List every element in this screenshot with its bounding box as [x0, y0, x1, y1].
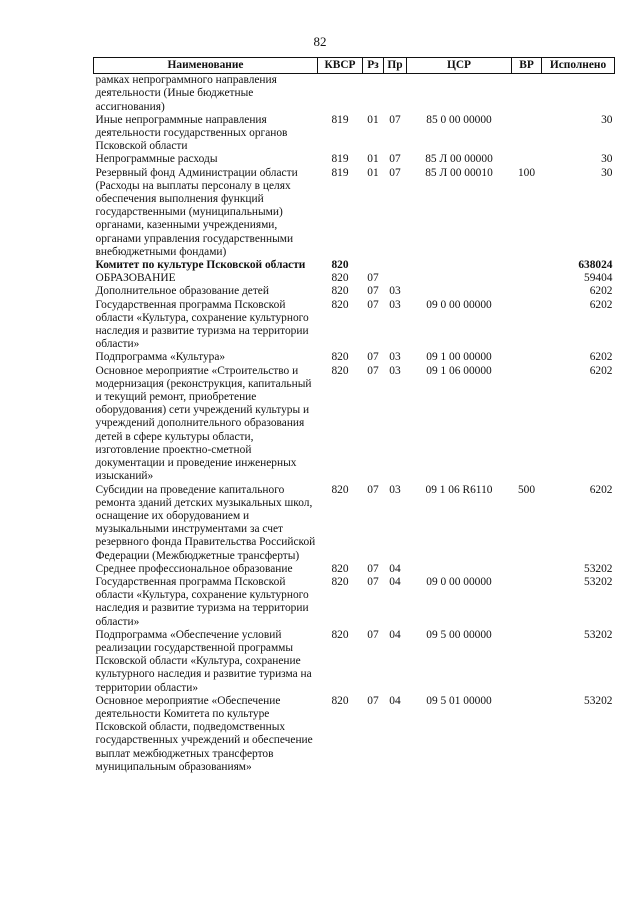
table-row — [94, 576, 615, 629]
row-amount: 53202 — [584, 628, 613, 641]
row-vr — [512, 272, 542, 285]
row-name: Непрограммные расходы — [95, 153, 218, 166]
row-kvsr: 820 — [331, 483, 349, 496]
row-name: Основное мероприятие «Строительство и модернизация (реконструкция, капитальный и текущий ремонт, приобретение оборудования) сети учреждений культуры и учреждений дополнительного образования детей в сфере культуры области, изготовление проектно-сметной документации и проведение инженерных изысканий» — [95, 364, 312, 483]
row-amount: 30 — [601, 153, 613, 166]
row-csr: 85 0 00 00000 — [426, 113, 492, 126]
row-csr: 09 0 00 00000 — [426, 575, 492, 588]
table-row — [94, 695, 615, 774]
row-rz: 01 — [367, 153, 379, 166]
column-header-amount: Исполнено — [542, 58, 615, 74]
row-kvsr: 820 — [331, 298, 349, 311]
row-vr: 100 — [517, 166, 536, 179]
row-pr: 07 — [389, 113, 401, 126]
row-rz: 01 — [367, 166, 379, 179]
row-amount: 30 — [601, 113, 613, 126]
row-pr: 03 — [389, 483, 401, 496]
row-rz: 07 — [367, 562, 379, 575]
table-row — [94, 484, 615, 563]
row-pr: 04 — [389, 562, 401, 575]
table-row — [94, 167, 615, 259]
row-name: ОБРАЗОВАНИЕ — [95, 272, 176, 285]
table-row — [94, 629, 615, 695]
row-pr — [384, 259, 407, 272]
row-kvsr: 820 — [331, 259, 349, 272]
row-kvsr: 820 — [331, 575, 349, 588]
row-rz: 07 — [367, 364, 379, 377]
column-header-name: Наименование — [94, 58, 318, 74]
row-amount: 638024 — [578, 259, 613, 272]
row-name: Государственная программа Псковской области «Культура, сохранение культурного наследия и развитие туризма на территории области» — [95, 575, 309, 628]
row-vr — [512, 365, 542, 484]
row-pr — [384, 74, 407, 114]
row-kvsr: 819 — [331, 166, 349, 179]
row-amount: 6202 — [589, 364, 613, 377]
table-row — [94, 272, 615, 285]
row-name: Иные непрограммные направления деятельности государственных органов Псковской области — [95, 113, 288, 153]
row-amount — [542, 74, 615, 114]
row-csr — [407, 272, 512, 285]
row-amount: 59404 — [584, 272, 613, 285]
row-vr — [512, 563, 542, 576]
row-csr: 09 5 00 00000 — [426, 628, 492, 641]
row-vr — [512, 285, 542, 298]
row-pr: 03 — [389, 351, 401, 364]
row-pr — [384, 272, 407, 285]
row-pr: 07 — [389, 153, 401, 166]
row-rz — [363, 259, 384, 272]
row-amount: 6202 — [589, 285, 613, 298]
table-row — [94, 153, 615, 166]
row-kvsr: 820 — [331, 562, 349, 575]
table-row — [94, 285, 615, 298]
table-body — [94, 74, 615, 774]
row-pr: 03 — [389, 298, 401, 311]
row-rz: 07 — [367, 628, 379, 641]
row-pr: 04 — [389, 694, 401, 707]
table-row — [94, 74, 615, 114]
row-name: Государственная программа Псковской области «Культура, сохранение культурного наследия и развитие туризма на территории области» — [95, 298, 309, 351]
row-csr: 85 Л 00 00000 — [425, 153, 493, 166]
row-rz: 01 — [367, 113, 379, 126]
row-amount: 53202 — [584, 562, 613, 575]
row-vr — [512, 576, 542, 629]
row-name: Субсидии на проведение капитального ремонта зданий детских музыкальных школ, оснащение их оборудованием и музыкальными инструментами за счет резервного фонда Правительства Российской Федерации (Межбюджетные трансферты) — [95, 483, 316, 562]
row-kvsr: 820 — [331, 364, 349, 377]
table-header-row — [94, 58, 615, 74]
row-name: Резервный фонд Администрации области (Расходы на выплаты персоналу в целях обеспечения выполнения функций государственными (муниципальными) органами, казенными учреждениями, органами управления государственными внебюджетными фондами) — [95, 166, 298, 258]
row-kvsr: 820 — [331, 285, 349, 298]
row-vr — [512, 114, 542, 154]
row-csr: 09 0 00 00000 — [426, 298, 492, 311]
row-rz: 07 — [367, 351, 379, 364]
row-vr — [512, 299, 542, 352]
row-kvsr: 819 — [331, 153, 349, 166]
table-row — [94, 563, 615, 576]
row-csr: 85 Л 00 00010 — [425, 166, 493, 179]
table-row — [94, 351, 615, 364]
row-vr — [512, 259, 542, 272]
row-rz: 07 — [367, 272, 379, 285]
row-csr — [407, 259, 512, 272]
row-amount: 6202 — [589, 483, 613, 496]
table-row — [94, 259, 615, 272]
row-csr: 09 5 01 00000 — [426, 694, 492, 707]
row-vr — [512, 695, 542, 774]
row-pr: 04 — [389, 575, 401, 588]
row-amount: 6202 — [589, 298, 613, 311]
row-rz: 07 — [367, 483, 379, 496]
row-csr — [407, 74, 512, 114]
column-header-kvsr: КВСР — [318, 58, 363, 74]
table-row — [94, 114, 615, 154]
row-csr: 09 1 06 R6110 — [425, 483, 493, 496]
row-kvsr — [318, 74, 363, 114]
page-number: 82 — [313, 34, 327, 49]
row-name: рамках непрограммного направления деятельности (Иные бюджетные ассигнования) — [95, 74, 277, 113]
row-kvsr: 819 — [331, 113, 349, 126]
row-vr — [512, 74, 542, 114]
row-kvsr: 820 — [331, 628, 349, 641]
row-kvsr: 820 — [331, 694, 349, 707]
row-rz: 07 — [367, 575, 379, 588]
row-pr: 03 — [389, 285, 401, 298]
row-pr: 07 — [389, 166, 401, 179]
row-name: Дополнительное образование детей — [95, 285, 269, 298]
column-header-vr: ВР — [512, 58, 542, 74]
row-vr — [512, 351, 542, 364]
row-name: Комитет по культуре Псковской области — [95, 259, 306, 272]
table-row — [94, 365, 615, 484]
row-amount: 30 — [601, 166, 613, 179]
row-pr: 03 — [389, 364, 401, 377]
row-vr — [512, 629, 542, 695]
row-csr — [407, 285, 512, 298]
row-csr — [407, 563, 512, 576]
column-header-pr: Пр — [384, 58, 407, 74]
row-amount: 53202 — [584, 575, 613, 588]
row-rz: 07 — [367, 285, 379, 298]
row-name: Среднее профессиональное образование — [95, 562, 293, 575]
row-kvsr: 820 — [331, 351, 349, 364]
row-vr: 500 — [517, 483, 536, 496]
row-name: Подпрограмма «Обеспечение условий реализации государственной программы Псковской области «Культура, сохранение культурного наследия и развитие туризма на территории области» — [95, 628, 312, 694]
row-amount: 6202 — [589, 351, 613, 364]
column-header-rz: Рз — [363, 58, 384, 74]
row-name: Основное мероприятие «Обеспечение деятельности Комитета по культуре Псковской области, подведомственных государственных учреждений и обеспечение выплат межбюджетных трансфертов муниципальным образованиям» — [95, 694, 313, 773]
row-csr: 09 1 00 00000 — [426, 351, 492, 364]
row-name: Подпрограмма «Культура» — [95, 351, 226, 364]
row-rz — [363, 74, 384, 114]
budget-table — [93, 57, 615, 774]
column-header-csr: ЦСР — [407, 58, 512, 74]
row-pr: 04 — [389, 628, 401, 641]
row-vr — [512, 153, 542, 166]
row-kvsr: 820 — [331, 272, 349, 285]
table-row — [94, 299, 615, 352]
row-rz: 07 — [367, 694, 379, 707]
row-rz: 07 — [367, 298, 379, 311]
row-amount: 53202 — [584, 694, 613, 707]
row-csr: 09 1 06 00000 — [426, 364, 492, 377]
